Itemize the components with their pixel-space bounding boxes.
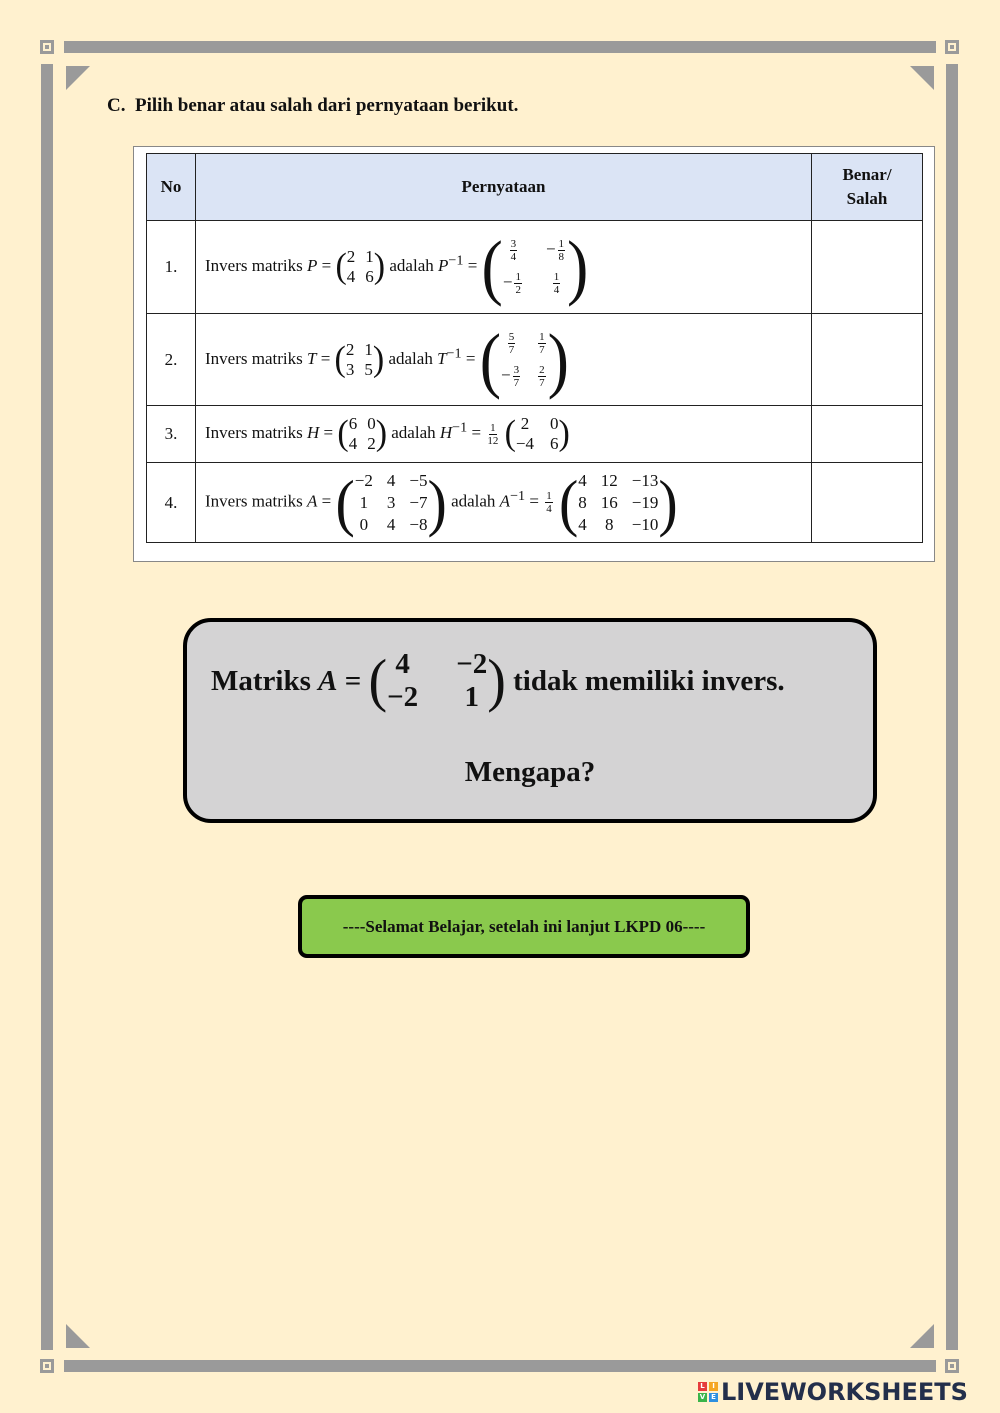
matrix-variable: T: [306, 348, 317, 368]
inverse-entry: 16: [600, 492, 618, 512]
matrix-entry: −8: [409, 514, 428, 534]
inverse-entry: −19: [631, 492, 659, 512]
frame-corner-triangle: [66, 1324, 90, 1348]
frame-corner-square: [945, 40, 959, 54]
table-row: [147, 221, 923, 314]
matrix-entry: 4: [348, 434, 358, 453]
matrix-entry: 0: [367, 414, 376, 433]
inverse-entry: 2: [520, 414, 530, 433]
frame-left-bar: [41, 64, 53, 1350]
statement-prefix: Invers matriks: [205, 491, 303, 511]
question-matrix: ( 4 −2 −2 1 ): [368, 648, 506, 714]
row-number: 3.: [147, 406, 196, 463]
inverse-entry: $\frac{1}{7}$: [539, 330, 545, 356]
row-number: 1.: [147, 221, 196, 314]
watermark-text: LIVEWORKSHEETS: [721, 1378, 968, 1406]
matrix-entry: −7: [409, 492, 428, 512]
matrix: ( 2 1 3 5 ): [334, 339, 385, 379]
scalar-fraction: $\frac{1}{12}$: [487, 421, 499, 447]
matrix-entry: 1: [365, 247, 374, 266]
matrix-entry: 1: [364, 339, 373, 359]
matrix-entry: 5: [364, 359, 373, 379]
scalar-fraction: $\frac{1}{4}$: [546, 490, 552, 515]
frame-corner-square: [40, 1359, 54, 1373]
row-number: 2.: [147, 314, 196, 406]
inverse-variable: P: [437, 255, 449, 275]
matrix: ( 6 0 4 2 ): [337, 414, 388, 453]
liveworksheets-watermark: [698, 1378, 968, 1406]
statement-connector: adalah: [451, 491, 496, 511]
inverse-entry: $\frac{1}{4}$: [553, 271, 560, 296]
inverse-entry: − $\frac{3}{7}$: [501, 363, 520, 389]
matrix-entry: 4: [395, 648, 410, 680]
question-tail: tidak memiliki invers.: [513, 664, 785, 697]
statement-prefix: Invers matriks: [205, 255, 303, 275]
inverse-entry: 6: [549, 434, 559, 453]
matrix-entry: −2: [387, 681, 419, 713]
matrix-variable: A: [306, 491, 318, 511]
inverse-matrix: ( 2 0 −4 6 ): [504, 414, 570, 453]
question-box: [183, 618, 877, 823]
statement-cell: Invers matriks P = ( 2 1 4 6 ) adalah $P^{-1}$ = ( $\frac{3}{4}$ − $\frac{1}{8}$ − $\frac{1}{2}$ $\frac{1}{4}$ ): [196, 221, 812, 314]
answer-cell[interactable]: [812, 221, 923, 314]
matrix-entry: 1: [359, 492, 369, 512]
inverse-entry: − $\frac{1}{2}$: [502, 271, 521, 296]
inverse-entry: $\frac{3}{4}$: [510, 238, 517, 263]
matrix-variable: H: [306, 422, 320, 442]
matrix-entry: 4: [386, 514, 396, 534]
inverse-entry: 8: [578, 492, 587, 512]
statement-cell: Invers matriks H = ( 6 0 4 2 ) adalah $H^{-1}$ = $\frac{1}{12}$ ( 2 0 −4 6 ): [196, 406, 812, 463]
frame-corner-square: [40, 40, 54, 54]
answer-cell[interactable]: [812, 406, 923, 463]
closing-banner: ----Selamat Belajar, setelah ini lanjut LKPD 06----: [298, 895, 750, 958]
question-variable: A: [318, 664, 338, 697]
matrix-entry: 6: [348, 414, 358, 433]
header-answer: [812, 154, 923, 221]
matrix-entry: 4: [386, 470, 396, 490]
header-no: No: [147, 154, 196, 221]
statement-connector: adalah: [391, 422, 436, 442]
matrix-entry: −5: [409, 470, 428, 490]
section-heading: [107, 95, 518, 117]
matrix-entry: 3: [345, 359, 355, 379]
matrix-entry: 3: [386, 492, 396, 512]
question-statement: Matriks A = ( 4 −2 −2 1 ) tidak memiliki invers.: [211, 648, 785, 714]
table-header-row: [147, 154, 923, 221]
inverse-entry: −13: [631, 470, 659, 490]
matrix-entry: 2: [345, 339, 355, 359]
frame-corner-triangle: [66, 66, 90, 90]
section-letter: C.: [107, 95, 126, 116]
matrix: ( −2 4 −5 1 3 −7 0 4 −8 ): [335, 466, 447, 539]
section-title: Pilih benar atau salah dari pernyataan berikut.: [135, 95, 519, 116]
statement-table-panel: [133, 146, 935, 562]
inverse-exponent: −1: [448, 252, 464, 269]
statement-prefix: Invers matriks: [205, 348, 303, 368]
inverse-entry: 4: [578, 470, 587, 490]
matrix: ( 2 1 4 6 ): [335, 247, 386, 286]
matrix-entry: −2: [354, 470, 373, 490]
header-answer-line2: Salah: [846, 189, 888, 208]
statement-cell: Invers matriks A = ( −2 4 −5 1 3 −7 0 4 −8 ) adalah $A^{-1}$ = $\frac{1}{4}$ ( 4 12 −13 8 16 −19 4 8 −10 ): [196, 463, 812, 543]
inverse-entry: −4: [515, 434, 534, 453]
matrix-entry: 2: [367, 434, 376, 453]
matrix-entry: 4: [346, 267, 356, 286]
inverse-variable: T: [437, 348, 447, 368]
statement-table: [146, 153, 923, 543]
matrix-variable: P: [306, 255, 318, 275]
liveworksheets-logo-icon: L I V E: [698, 1382, 718, 1402]
frame-right-bar: [946, 64, 958, 1350]
table-row: [147, 314, 923, 406]
header-statement: Pernyataan: [196, 154, 812, 221]
inverse-variable: H: [439, 422, 453, 442]
answer-cell[interactable]: [812, 314, 923, 406]
statement-prefix: Invers matriks: [205, 422, 303, 442]
matrix-entry: 6: [365, 267, 374, 286]
question-lead: Matriks: [211, 664, 311, 697]
header-answer-line1: Benar/: [842, 165, 892, 184]
inverse-entry: $\frac{5}{7}$: [508, 330, 515, 356]
frame-bottom-bar: [64, 1360, 936, 1372]
statement-cell: Invers matriks T = ( 2 1 3 5 ) adalah $T^{-1}$ = ( $\frac{5}{7}$ $\frac{1}{7}$ − $\frac{3}{7}$ $\frac{2}{7}$ ): [196, 314, 812, 406]
inverse-matrix: ( $\frac{3}{4}$ − $\frac{1}{8}$ − $\frac{1}{2}$ $\frac{1}{4}$ ): [481, 225, 589, 308]
inverse-exponent: −1: [452, 419, 468, 436]
table-row: [147, 463, 923, 543]
inverse-matrix: ( $\frac{5}{7}$ $\frac{1}{7}$ − $\frac{3}{7}$ $\frac{2}{7}$ ): [479, 318, 569, 400]
answer-cell[interactable]: [812, 463, 923, 543]
statement-connector: adalah: [388, 348, 433, 368]
matrix-entry: 1: [464, 681, 479, 713]
inverse-entry: 4: [578, 514, 587, 534]
matrix-entry: −2: [456, 648, 488, 680]
matrix-entry: 0: [359, 514, 369, 534]
matrix-entry: 2: [346, 247, 356, 266]
table-row: [147, 406, 923, 463]
inverse-exponent: −1: [510, 487, 526, 504]
row-number: 4.: [147, 463, 196, 543]
inverse-exponent: −1: [446, 344, 462, 361]
inverse-matrix: ( 4 12 −13 8 16 −19 4 8 −10 ): [558, 466, 678, 539]
inverse-entry: 12: [600, 470, 618, 490]
statement-connector: adalah: [389, 255, 434, 275]
question-why: Mengapa?: [464, 756, 596, 788]
inverse-entry: −10: [631, 514, 659, 534]
inverse-entry: − $\frac{1}{8}$: [545, 238, 565, 263]
frame-top-bar: [64, 41, 936, 53]
inverse-entry: 8: [605, 514, 614, 534]
inverse-entry: $\frac{2}{7}$: [539, 363, 545, 389]
inverse-entry: 0: [549, 414, 559, 433]
frame-corner-triangle: [910, 1324, 934, 1348]
frame-corner-triangle: [910, 66, 934, 90]
inverse-variable: A: [499, 491, 511, 511]
frame-corner-square: [945, 1359, 959, 1373]
